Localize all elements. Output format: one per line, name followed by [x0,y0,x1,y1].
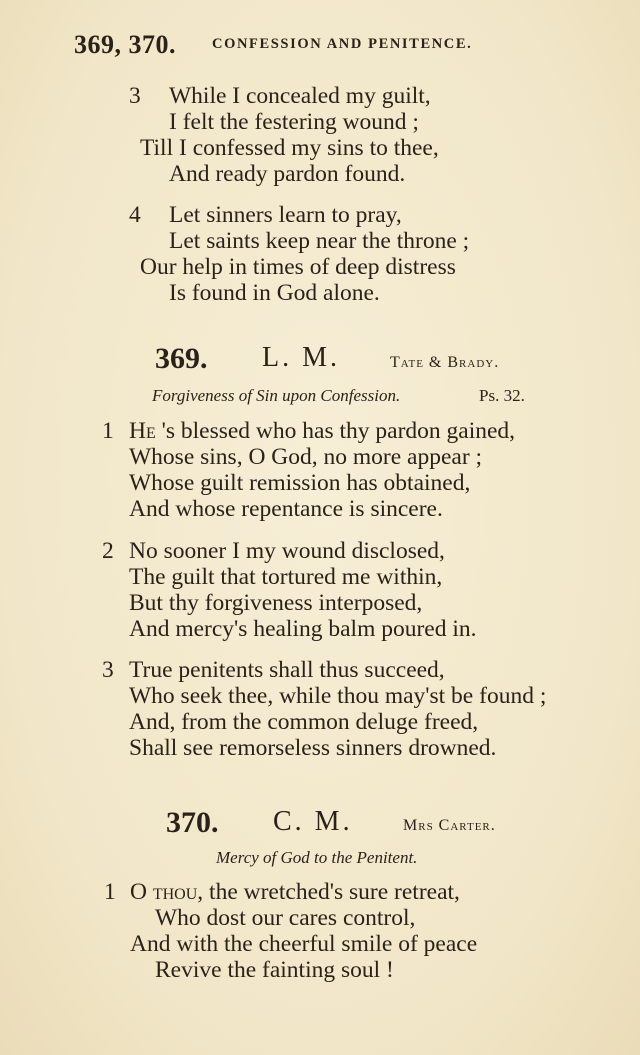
verse-line: Shall see remorseless sinners drowned. [129,735,497,761]
verse-line: True penitents shall thus succeed, [129,657,445,683]
hymn-number: 369. [155,342,208,375]
first-line-rest: 's blessed who has thy pardon gained, [155,418,516,444]
hymn-author: Tate & Brady. [390,354,500,371]
verse-line: Let saints keep near the throne ; [169,228,470,254]
stanza-number: 1 [104,879,116,905]
stanza-number: 3 [102,657,114,683]
hymn-meter: L. M. [262,342,340,373]
stanza-number: 3 [129,83,141,109]
verse-line: And, from the common deluge freed, [129,709,479,735]
verse-line: Our help in times of deep distress [140,254,456,280]
hymn-meter: C. M. [273,806,353,837]
page-numbers: 369, 370. [74,30,176,59]
verse-line: I felt the festering wound ; [169,109,419,135]
verse-line: And mercy's healing balm poured in. [129,616,477,642]
verse-line: Who seek thee, while thou may'st be found ; [129,683,547,709]
verse-line: Whose guilt remission has obtained, [129,470,471,496]
scripture-reference: Ps. 32. [479,386,525,405]
stanza-number: 1 [102,418,114,444]
verse-line: And with the cheerful smile of peace [130,931,478,957]
verse-line: Till I confessed my sins to thee, [140,135,439,161]
hymn-number: 370. [166,806,219,839]
verse-line: Whose sins, O God, no more appear ; [129,444,483,470]
verse-line: No sooner I my wound disclosed, [129,538,445,564]
first-word: O thou [130,879,198,905]
verse-line: The guilt that tortured me within, [129,564,443,590]
verse-line: And ready pardon found. [169,161,406,187]
first-line-rest: , the wretched's sure retreat, [197,879,460,905]
verse-line [129,418,515,445]
hymn-subtitle: Forgiveness of Sin upon Confession. [152,386,401,405]
verse-line: Who dost our cares control, [155,905,416,931]
verse-line: Revive the fainting soul ! [155,957,394,983]
verse-line [130,879,460,906]
verse-line: Let sinners learn to pray, [169,202,402,228]
hymn-author: Mrs Carter. [403,817,496,834]
stanza-number: 2 [102,538,114,564]
verse-line: While I concealed my guilt, [169,83,431,109]
running-title: CONFESSION AND PENITENCE. [212,36,473,52]
stanza-number: 4 [129,202,141,228]
hymn-subtitle: Mercy of God to the Penitent. [216,848,418,867]
verse-line: But thy forgiveness interposed, [129,590,423,616]
first-word: He [129,418,156,444]
verse-line: And whose repentance is sincere. [129,496,443,522]
verse-line: Is found in God alone. [169,280,380,306]
